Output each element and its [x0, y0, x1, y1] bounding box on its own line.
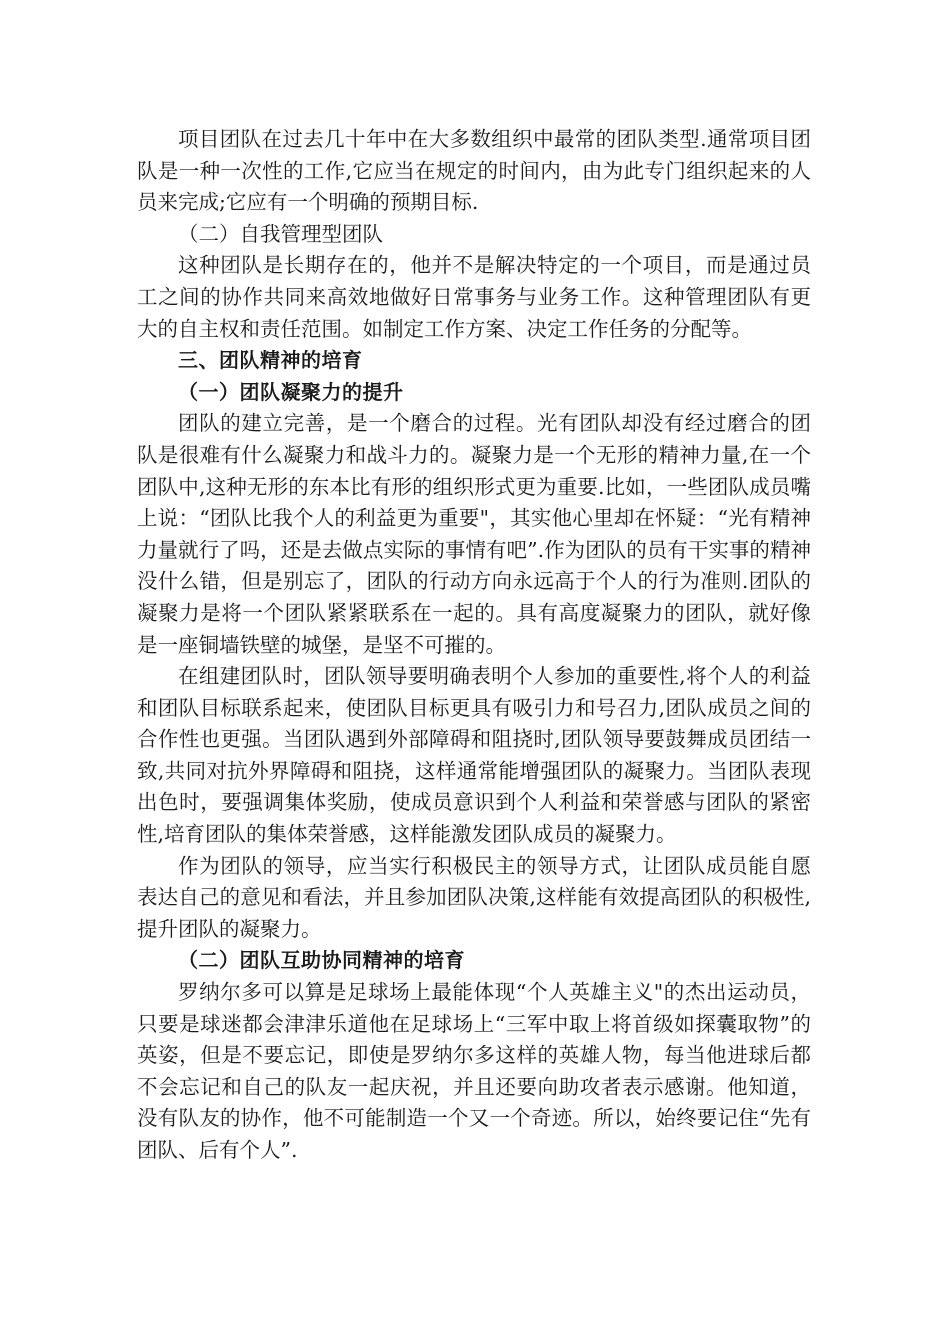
paragraph-cohesion-2: 在组建团队时，团队领导要明确表明个人参加的重要性,将个人的利益和团队目标联系起来，使团队目标更具有吸引力和号召力,团队成员之间的合作性也更强。当团队遇到外部障碍和阻挠时,团队领导要鼓舞成员团结一致,共同对抗外界障碍和阻挠，这样通常能增强团队的凝聚力。当团队表现出色时，要强调集体奖励，使成员意识到个人利益和荣誉感与团队的紧密性,培育团队的集体荣誉感，这样能激发团队成员的凝聚力。 [137, 664, 811, 847]
paragraph-cohesion-1: 团队的建立完善，是一个磨合的过程。光有团队却没有经过磨合的团队是很难有什么凝聚力和战斗力的。凝聚力是一个无形的精神力量,在一个团队中,这种无形的东本比有形的组织形式更为重要.比如，一些团队成员嘴上说：“团队比我个人的利益更为重要"，其实他心里却在怀疑：“光有精神力量就行了吗，还是去做点实际的事情有吧”.作为团队的员有干实事的精神没什么错，但是别忘了，团队的行动方向永远高于个人的行为准则.团队的凝聚力是将一个团队紧紧联系在一起的。具有高度凝聚力的团队，就好像是一座铜墙铁壁的城堡，是坚不可摧的。 [137, 411, 811, 657]
heading-team-cohesion: （一）团队凝聚力的提升 [178, 379, 404, 404]
paragraph-cohesion-3: 作为团队的领导，应当实行积极民主的领导方式，让团队成员能自愿表达自己的意见和看法，并且参加团队决策,这样能有效提高团队的积极性,提升团队的凝聚力。 [137, 853, 811, 941]
heading-section-three: 三、团队精神的培育 [178, 348, 363, 373]
subheading-self-managed-team: （二）自我管理型团队 [178, 221, 383, 246]
paragraph-self-managed-team: 这种团队是长期存在的，他并不是解决特定的一个项目，而是通过员工之间的协作共同来高效地做好日常事务与业务工作。这种管理团队有更大的自主权和责任范围。如制定工作方案、决定工作任务的分配等。 [137, 253, 811, 341]
paragraph-mutual-aid: 罗纳尔多可以算是足球场上最能体现“个人英雄主义"的杰出运动员，只要是球迷都会津津乐道他在足球场上“三军中取上将首级如探囊取物”的英姿，但是不要忘记，即使是罗纳尔多这样的英雄人物，每当他进球后都不会忘记和自己的队友一起庆祝，并且还要向助攻者表示感谢。他知道，没有队友的协作，他不可能制造一个又一个奇迹。所以，始终要记住“先有团队、后有个人”. [137, 980, 811, 1162]
paragraph-project-team: 项目团队在过去几十年中在大多数组织中最常的团队类型.通常项目团队是一种一次性的工作,它应当在规定的时间内，由为此专门组织起来的人员来完成;它应有一个明确的预期目标. [137, 127, 811, 215]
heading-mutual-aid: （二）团队互助协同精神的培育 [178, 948, 465, 973]
document-body [137, 124, 811, 1167]
